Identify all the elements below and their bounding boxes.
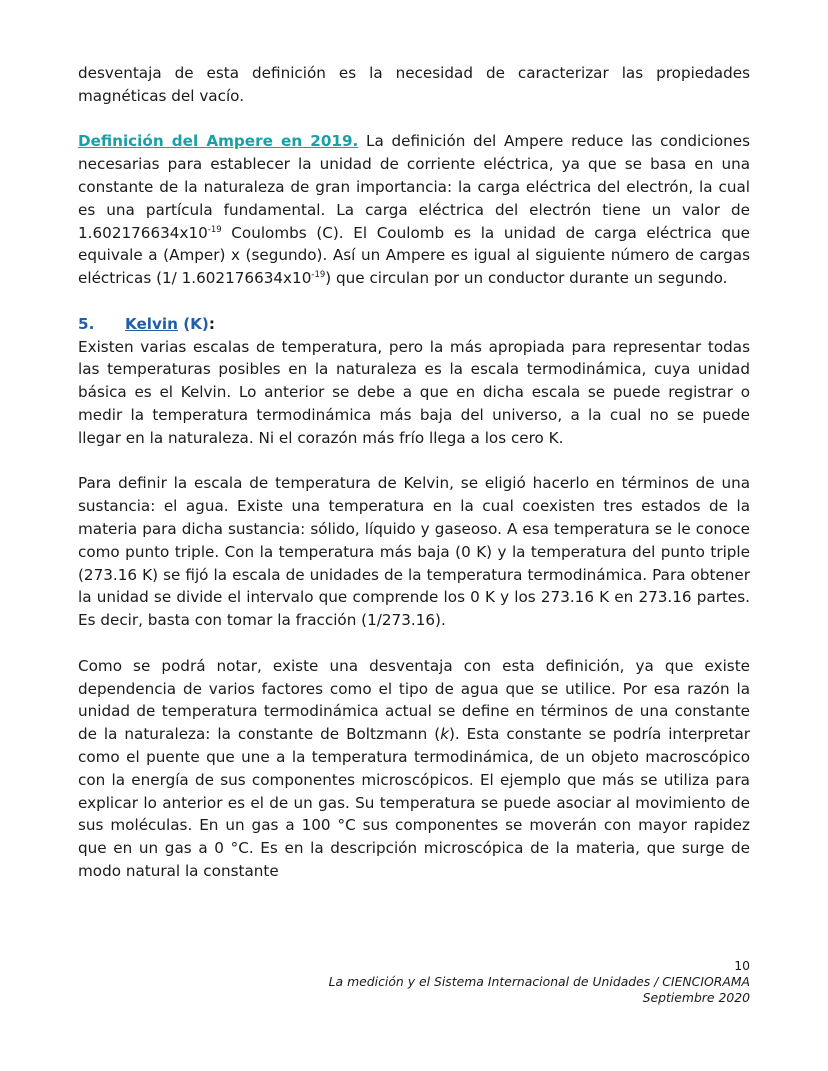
- kelvin-section-heading: [78, 313, 750, 336]
- exponent-1: -19: [207, 224, 222, 235]
- ampere-2019-text-1: La definición del Ampere reduce las condiciones necesarias para establecer la unidad de corriente eléctrica, ya que se basa en una constante de la naturaleza de gran importancia: la carga eléctrica del electrón, la cual es una partícula fundamental. La carga eléctrica del electrón tiene un valor de 1.602176634x10: [78, 132, 750, 242]
- kelvin-paragraph-1: Existen varias escalas de temperatura, pero la más apropiada para representar todas las temperaturas posibles en la naturaleza es la escala termodinámica, cuya unidad básica es el Kelvin. Lo anterior se debe a que en dicha escala se puede registrar o medir la temperatura termodinámica más baja del universo, a la cual no se puede llegar en la naturaleza. Ni el corazón más frío llega a los cero K.: [78, 337, 750, 447]
- exponent-2: -19: [311, 270, 326, 281]
- intro-paragraph: desventaja de esta definición es la necesidad de caracterizar las propiedades magnéticas del vacío.: [78, 64, 750, 105]
- ampere-2019-text-3: ) que circulan por un conductor durante un segundo.: [325, 269, 728, 288]
- boltzmann-symbol: k: [440, 725, 449, 744]
- ampere-2019-heading[interactable]: Definición del Ampere en 2019.: [78, 132, 359, 151]
- kelvin-paragraph-3-text-a: Como se podrá notar, existe una desventaja con esta definición, ya que existe dependencia de varios factores como el tipo de agua que se utilice. Por esa razón la unidad de temperatura termodinámica actual se define en términos de una constante de la naturaleza: la constante de Boltzmann (: [78, 656, 750, 744]
- ampere-2019-paragraph: [78, 130, 750, 290]
- kelvin-unit: (K): [177, 314, 209, 333]
- footer-title: La medición y el Sistema Internacional de Unidades / CIENCIORAMA: [328, 973, 750, 989]
- document-body: [78, 62, 750, 883]
- kelvin-paragraph-2: Para definir la escala de temperatura de Kelvin, se eligió hacerlo en términos de una sustancia: el agua. Existe una temperatura en la cual coexisten tres estados de la materia para dicha sustancia: sólido, líquido y gaseoso. A esa temperatura se le conoce como punto triple. Con la temperatura más baja (0 K) y la temperatura del punto triple (273.16 K) se fijó la escala de unidades de la temperatura termodinámica. Para obtener la unidad se divide el intervalo que comprende los 0 K y los 273.16 K en 273.16 partes. Es decir, basta con tomar la fracción (1/273.16).: [78, 474, 750, 630]
- kelvin-link[interactable]: Kelvin: [125, 314, 178, 333]
- page-number: 10: [734, 958, 750, 973]
- section-number: 5.: [78, 314, 95, 333]
- page-footer: [329, 958, 750, 1005]
- heading-colon: :: [208, 314, 215, 333]
- footer-date: Septiembre 2020: [642, 989, 750, 1005]
- ampere-2019-text-2: Coulombs (C). El Coulomb es la unidad de carga eléctrica que equivale a (Amper) x (segundo). Así un Ampere es igual al siguiente número de cargas eléctricas (1/ 1.602176634x10: [78, 223, 750, 288]
- kelvin-paragraph-3: [78, 655, 750, 883]
- kelvin-paragraph-3-text-b: ). Esta constante se podría interpretar como el puente que une a la temperatura termodinámica, de un objeto macroscópico con la energía de sus componentes microscópicos. El ejemplo que más se utiliza para explicar lo anterior es el de un gas. Su temperatura se puede asociar al movimiento de sus moléculas. En un gas a 100 °C sus componentes se moverán con mayor rapidez que en un gas a 0 °C. Es en la descripción microscópica de la materia, que surge de modo natural la constante: [78, 725, 750, 880]
